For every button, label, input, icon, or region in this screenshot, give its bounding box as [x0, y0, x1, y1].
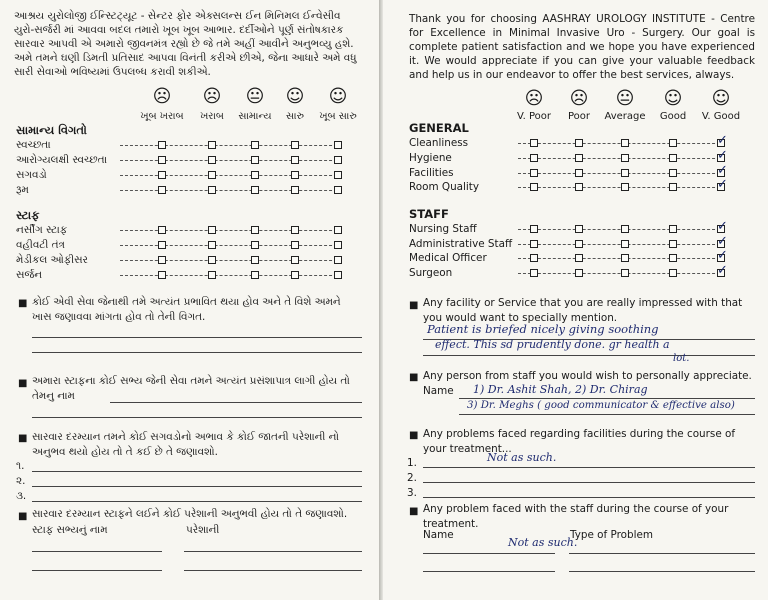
rating-checkbox[interactable] [669, 169, 677, 177]
rating-checkbox[interactable] [621, 154, 629, 162]
rating-checkbox[interactable] [208, 241, 216, 249]
right-q4-type-label: Type of Problem [570, 529, 653, 541]
answer-line[interactable] [423, 497, 755, 498]
rating-checkbox[interactable] [158, 156, 166, 164]
answer-line[interactable] [569, 553, 755, 554]
rating-label: Good [659, 111, 687, 122]
left-q4-type-label: પરેશાની [186, 524, 220, 536]
rating-checkbox[interactable] [530, 183, 538, 191]
rating-checkbox[interactable] [158, 241, 166, 249]
rating-checkbox[interactable] [251, 256, 259, 264]
rating-checkbox[interactable] [334, 256, 342, 264]
answer-line[interactable] [110, 402, 362, 403]
right-staff-item: Surgeon [409, 267, 453, 279]
answer-line[interactable] [32, 570, 162, 571]
right-staff-item: Administrative Staff [409, 238, 513, 250]
right-general-item: Cleanliness [409, 137, 469, 149]
left-q3-number: ૨. [16, 475, 26, 487]
answer-line[interactable] [32, 501, 362, 502]
left-general-item: સ્વચ્છતા [16, 139, 51, 151]
rating-checkbox[interactable] [575, 183, 583, 191]
poor-face-icon: ☹ [569, 88, 589, 109]
rating-checkbox[interactable] [334, 241, 342, 249]
rating-label: Poor [567, 111, 591, 122]
right-page-english [383, 0, 768, 600]
rating-checkbox[interactable] [158, 141, 166, 149]
left-question-2: અમારા સ્ટાફના કોઈ સભ્ય જેની સેવા તમને અત્યંત પ્રસંશાપાત્ર લાગી હોય તો તેમનુ નામ [32, 375, 350, 402]
leader-line [120, 230, 342, 231]
rating-checkbox[interactable] [291, 156, 299, 164]
rating-label: V. Good [701, 111, 741, 122]
check-mark-icon: ✓ [717, 148, 728, 163]
rating-checkbox[interactable] [208, 186, 216, 194]
rating-checkbox[interactable] [530, 154, 538, 162]
answer-line[interactable] [459, 398, 755, 399]
rating-checkbox[interactable] [530, 254, 538, 262]
right-staff-item: Nursing Staff [409, 223, 477, 235]
bullet-icon: ■ [18, 433, 28, 444]
left-general-heading: સામાન્ય વિગતો [16, 123, 87, 137]
check-mark-icon: ✓ [717, 133, 728, 148]
rating-checkbox[interactable] [669, 183, 677, 191]
answer-line[interactable] [32, 471, 362, 472]
rating-checkbox[interactable] [334, 226, 342, 234]
good-face-icon: ☺ [663, 88, 683, 109]
q1-handwritten-answer: lot. [673, 353, 690, 364]
leader-line [120, 260, 342, 261]
leader-line [120, 190, 342, 191]
left-q3-number: ૩. [16, 490, 27, 502]
left-general-item: રૂમ [16, 184, 29, 196]
rating-checkbox[interactable] [291, 256, 299, 264]
rating-checkbox[interactable] [158, 186, 166, 194]
check-mark-icon: ✓ [717, 263, 728, 278]
answer-line[interactable] [459, 414, 755, 415]
rating-checkbox[interactable] [291, 186, 299, 194]
answer-line[interactable] [32, 417, 362, 418]
left-staff-item: મેડીકલ ઓફીસર [16, 254, 88, 266]
good-face-icon: ☺ [285, 86, 305, 107]
rating-label: V. Poor [517, 111, 551, 122]
answer-line[interactable] [569, 571, 755, 572]
rating-checkbox[interactable] [575, 225, 583, 233]
rating-checkbox[interactable] [669, 154, 677, 162]
rating-checkbox[interactable] [530, 225, 538, 233]
right-q3-number: 2. [407, 472, 417, 484]
rating-label: સામાન્ય [238, 111, 272, 122]
left-page-gujarati [0, 0, 379, 600]
rating-checkbox[interactable] [208, 156, 216, 164]
leader-line [120, 160, 342, 161]
average-face-icon: 😐 [245, 86, 265, 107]
rating-checkbox[interactable] [208, 271, 216, 279]
rating-checkbox[interactable] [208, 171, 216, 179]
answer-line[interactable] [184, 570, 362, 571]
rating-checkbox[interactable] [334, 141, 342, 149]
left-staff-heading: સ્ટાફ [16, 208, 40, 222]
answer-line[interactable] [32, 337, 362, 338]
rating-checkbox[interactable] [291, 171, 299, 179]
rating-checkbox[interactable] [334, 271, 342, 279]
answer-line[interactable] [423, 482, 755, 483]
rating-label: ખૂબ ખરાબ [140, 111, 184, 122]
answer-line[interactable] [423, 553, 555, 554]
answer-line[interactable] [423, 355, 755, 356]
right-q4-name-label: Name [423, 529, 454, 541]
rating-checkbox[interactable] [621, 240, 629, 248]
bullet-icon: ■ [409, 372, 419, 383]
rating-checkbox[interactable] [251, 271, 259, 279]
rating-checkbox[interactable] [575, 269, 583, 277]
rating-checkbox[interactable] [669, 225, 677, 233]
rating-checkbox[interactable] [530, 269, 538, 277]
rating-checkbox[interactable] [621, 139, 629, 147]
left-general-item: આરોગ્યલક્ષી સ્વચ્છતા [16, 154, 107, 166]
rating-checkbox[interactable] [530, 240, 538, 248]
rating-checkbox[interactable] [621, 269, 629, 277]
right-general-item: Hygiene [409, 152, 452, 164]
right-question-4: Any problem faced with the staff during the course of your treatment. [423, 503, 729, 530]
rating-checkbox[interactable] [251, 186, 259, 194]
rating-label: સારુ [286, 111, 304, 122]
rating-checkbox[interactable] [575, 154, 583, 162]
rating-checkbox[interactable] [669, 269, 677, 277]
rating-checkbox[interactable] [251, 241, 259, 249]
leader-line [120, 245, 342, 246]
left-question-3: સારવાર દરમ્યાન તમને કોઈ સગવડોનો અભાવ કે કોઈ જાતની પરેશાની નો અનુભવ થયો હોય તો તે કઈ છે તે જણાવશો. [32, 431, 339, 458]
left-staff-item: સર્જન [16, 269, 42, 281]
rating-checkbox[interactable] [334, 156, 342, 164]
right-q2-name-label: Name [423, 385, 454, 397]
check-mark-icon: ✓ [717, 248, 728, 263]
rating-checkbox[interactable] [158, 256, 166, 264]
rating-checkbox[interactable] [669, 139, 677, 147]
rating-checkbox[interactable] [575, 254, 583, 262]
right-question-2: Any person from staff you would wish to personally appreciate. [423, 370, 752, 382]
left-staff-item: વહીવટી તંત્ર [16, 239, 65, 251]
leader-line [120, 145, 342, 146]
right-general-item: Facilities [409, 167, 454, 179]
rating-checkbox[interactable] [621, 169, 629, 177]
answer-line[interactable] [32, 352, 362, 353]
right-question-1: Any facility or Service that you are really impressed with that you would want to specially mention. [423, 297, 743, 324]
q3-handwritten-answer: Not as such. [487, 451, 557, 464]
answer-line[interactable] [423, 467, 755, 468]
rating-checkbox[interactable] [621, 225, 629, 233]
check-mark-icon: ✓ [717, 234, 728, 249]
check-mark-icon: ✓ [717, 219, 728, 234]
rating-checkbox[interactable] [575, 240, 583, 248]
answer-line[interactable] [32, 486, 362, 487]
rating-checkbox[interactable] [575, 139, 583, 147]
rating-checkbox[interactable] [291, 271, 299, 279]
left-general-item: સગવડો [16, 169, 47, 181]
right-intro-text: Thank you for choosing AASHRAY UROLOGY INSTITUTE - Centre for Excellence in Minimal Invasive Uro - Surgery. Our goal is complete patient satisfaction and we hope you have experienced it. We would appreciate if you can give your valuable feedback and help us in our endeavor to offer the best services, always. [409, 13, 755, 81]
very-good-face-icon: ☺ [328, 86, 348, 107]
left-intro-text: આશ્રય યુરોલોજી ઈન્સ્ટિટ્યૂટ - સેન્ટર ફોર એક્સલન્સ ઈન મિનિમલ ઈન્વેસીવ યુરો-સર્જરી માં આવવા બદલ તમારો ખૂબ ખૂબ આભાર. દર્દીઓને પૂર્ણ સંતોષકારક સારવાર આપવી એ અમારો જીવનમંત્ર રહ્યો છે જે તમે અહીં આવીને અનુભવ્યુ હશે. અમે તમને ઘણી ડિમતી પ્રતિસાદ આપવા વિનંતી કરીએ છીએ, જેના આધારે અમે વધુ સારી સેવાઓ ભવિષ્યમાં ઉપલબ્ધ કરાવી શકીએ. [14, 10, 357, 78]
very-good-face-icon: ☺ [711, 88, 731, 109]
rating-checkbox[interactable] [669, 240, 677, 248]
answer-line[interactable] [32, 551, 162, 552]
rating-checkbox[interactable] [575, 169, 583, 177]
right-q3-number: 3. [407, 487, 417, 499]
leader-line [120, 275, 342, 276]
average-face-icon: 😐 [615, 88, 635, 109]
rating-label: ખરાબ [200, 111, 224, 122]
q4-handwritten-answer: Not as such. [508, 536, 578, 549]
right-general-item: Room Quality [409, 181, 480, 193]
bullet-icon: ■ [18, 298, 28, 309]
left-question-4: સારવાર દરમ્યાન સ્ટાફને લઈને કોઈ પરેશાની અનુભવી હોય તો તે જણાવશો. [32, 508, 348, 520]
rating-checkbox[interactable] [251, 171, 259, 179]
right-general-heading: GENERAL [409, 121, 469, 135]
rating-checkbox[interactable] [291, 226, 299, 234]
bullet-icon: ■ [18, 511, 28, 522]
rating-checkbox[interactable] [621, 183, 629, 191]
very-poor-face-icon: ☹ [152, 86, 172, 107]
rating-label: Average [604, 111, 646, 122]
bullet-icon: ■ [18, 378, 28, 389]
left-q4-name-label: સ્ટાફ સભ્યનું નામ [32, 524, 108, 536]
check-mark-icon: ✓ [717, 163, 728, 178]
rating-checkbox[interactable] [334, 186, 342, 194]
q1-handwritten-answer: effect. This sd prudently done. gr health a [435, 338, 670, 351]
rating-label: ખૂબ સારુ [319, 111, 357, 122]
rating-checkbox[interactable] [291, 241, 299, 249]
rating-checkbox[interactable] [251, 156, 259, 164]
rating-checkbox[interactable] [334, 171, 342, 179]
rating-checkbox[interactable] [158, 271, 166, 279]
rating-checkbox[interactable] [158, 226, 166, 234]
rating-checkbox[interactable] [530, 169, 538, 177]
left-question-1: કોઈ એવી સેવા જેનાથી તમે અત્યંત પ્રભાવિત થયા હોવ અને તે વિશે અમને ખાસ જણાવવા માંગતા હોવ તો તેની વિગત. [32, 296, 341, 323]
rating-checkbox[interactable] [621, 254, 629, 262]
bullet-icon: ■ [409, 430, 419, 441]
q2-handwritten-answer: 1) Dr. Ashit Shah, 2) Dr. Chirag [473, 383, 648, 396]
rating-checkbox[interactable] [208, 226, 216, 234]
rating-checkbox[interactable] [530, 139, 538, 147]
rating-checkbox[interactable] [208, 141, 216, 149]
bullet-icon: ■ [409, 506, 419, 517]
q1-handwritten-answer: Patient is briefed nicely giving soothing [427, 322, 659, 336]
q2-handwritten-answer: 3) Dr. Meghs ( good communicator & effective also) [467, 400, 735, 411]
bullet-icon: ■ [409, 300, 419, 311]
rating-checkbox[interactable] [251, 226, 259, 234]
rating-checkbox[interactable] [208, 256, 216, 264]
left-staff-item: નર્સીંગ સ્ટાફ [16, 224, 68, 236]
poor-face-icon: ☹ [202, 86, 222, 107]
answer-line[interactable] [184, 551, 362, 552]
rating-checkbox[interactable] [251, 141, 259, 149]
rating-checkbox[interactable] [158, 171, 166, 179]
rating-checkbox[interactable] [669, 254, 677, 262]
answer-line[interactable] [423, 571, 555, 572]
check-mark-icon: ✓ [717, 177, 728, 192]
very-poor-face-icon: ☹ [524, 88, 544, 109]
leader-line [120, 175, 342, 176]
right-staff-heading: STAFF [409, 207, 449, 221]
rating-checkbox[interactable] [291, 141, 299, 149]
right-q3-number: 1. [407, 457, 417, 469]
left-q3-number: ૧. [16, 460, 25, 472]
right-question-3: Any problems faced regarding facilities during the course of your treatment... [423, 428, 736, 455]
right-staff-item: Medical Officer [409, 252, 487, 264]
